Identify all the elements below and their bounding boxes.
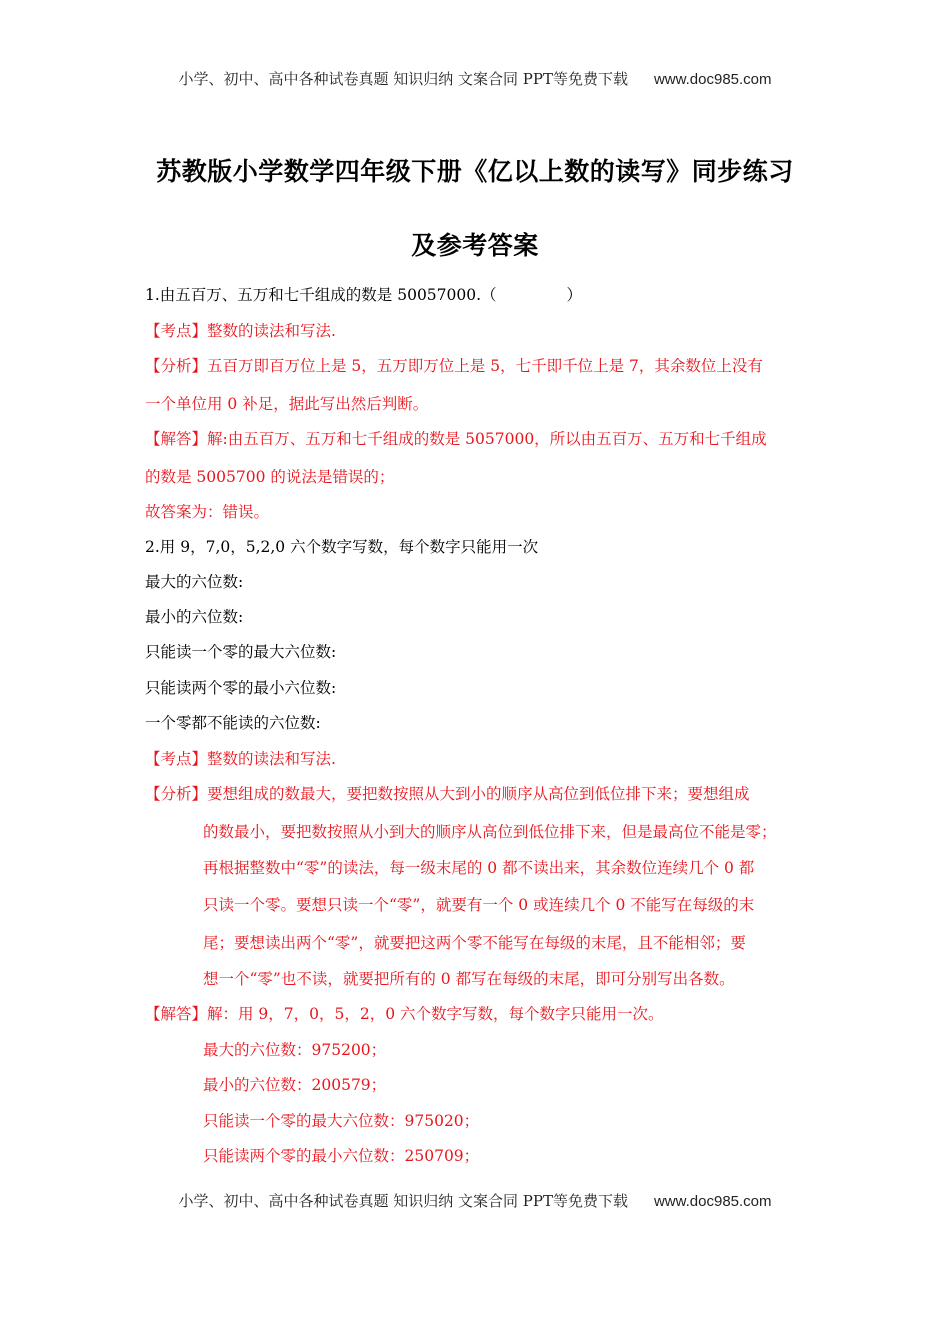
q2-jieda-line-1: 【解答】解：用 9，7，0，5，2，0 六个数字写数，每个数字只能用一次。 xyxy=(145,1005,664,1023)
q2-answer-smallest: 最小的六位数：200579； xyxy=(203,1076,387,1094)
q2-fenxi-line-4: 只读一个零。要想只读一个“零”，就要有一个 0 或连续几个 0 不能写在每级的末 xyxy=(203,896,755,914)
page-header xyxy=(0,68,950,89)
q2-answer-largest: 最大的六位数：975200； xyxy=(203,1041,387,1059)
q1-question-close: ） xyxy=(566,286,583,304)
q2-fenxi-line-1: 【分析】要想组成的数最大，要把数按照从大到小的顺序从高位到低位排下来；要想组成 xyxy=(145,785,750,803)
q2-answer-two-zeros: 只能读两个零的最小六位数：250709； xyxy=(203,1147,480,1165)
q1-fenxi-line-1: 【分析】五百万即百万位上是 5，五万即万位上是 5，七千即千位上是 7，其余数位上没有 xyxy=(145,357,763,375)
q2-blank-no-zero: 一个零都不能读的六位数: xyxy=(145,714,321,732)
q2-fenxi-line-3: 再根据整数中“零”的读法，每一级末尾的 0 都不读出来，其余数位连续几个 0 都 xyxy=(203,859,755,877)
q2-answer-one-zero: 只能读一个零的最大六位数：975020； xyxy=(203,1112,480,1130)
q1-question xyxy=(145,285,582,305)
footer-text: 小学、初中、高中各种试卷真题 知识归纳 文案合同 PPT等免费下载 xyxy=(178,1192,628,1210)
q2-blank-smallest: 最小的六位数: xyxy=(145,608,244,626)
q1-answer: 故答案为：错误。 xyxy=(145,503,270,521)
q1-question-text: 1.由五百万、五万和七千组成的数是 50057000.（ xyxy=(145,286,497,304)
q1-jieda-line-1: 【解答】解:由五百万、五万和七千组成的数是 5057000，所以由五百万、五万和七千组成 xyxy=(145,430,767,448)
q2-blank-one-zero: 只能读一个零的最大六位数: xyxy=(145,643,337,661)
header-site[interactable]: www.doc985.com xyxy=(653,71,772,88)
header-text: 小学、初中、高中各种试卷真题 知识归纳 文案合同 PPT等免费下载 xyxy=(178,70,628,88)
q1-jieda-line-2: 的数是 5005700 的说法是错误的； xyxy=(145,468,395,486)
q2-fenxi-line-6: 想一个“零”也不读，就要把所有的 0 都写在每级的末尾，即可分别写出各数。 xyxy=(203,970,735,988)
q2-fenxi-line-2: 的数最小，要把数按照从小到大的顺序从高位到低位排下来，但是最高位不能是零； xyxy=(203,823,777,841)
q2-fenxi-line-5: 尾；要想读出两个“零”，就要把这两个零不能写在每级的末尾，且不能相邻；要 xyxy=(203,934,746,952)
q2-question: 2.用 9，7,0，5,2,0 六个数字写数，每个数字只能用一次 xyxy=(145,538,539,556)
q1-fenxi-line-2: 一个单位用 0 补足，据此写出然后判断。 xyxy=(145,395,429,413)
q1-kaodian: 【考点】整数的读法和写法. xyxy=(145,322,336,340)
q2-kaodian: 【考点】整数的读法和写法. xyxy=(145,750,336,768)
document-title-line-2: 及参考答案 xyxy=(411,231,539,260)
footer-site[interactable]: www.doc985.com xyxy=(653,1193,772,1210)
page-footer xyxy=(0,1190,950,1211)
q2-blank-largest: 最大的六位数: xyxy=(145,573,244,591)
q2-blank-two-zeros: 只能读两个零的最小六位数: xyxy=(145,679,337,697)
document-title-line-1: 苏教版小学数学四年级下册《亿以上数的读写》同步练习 xyxy=(156,157,794,186)
